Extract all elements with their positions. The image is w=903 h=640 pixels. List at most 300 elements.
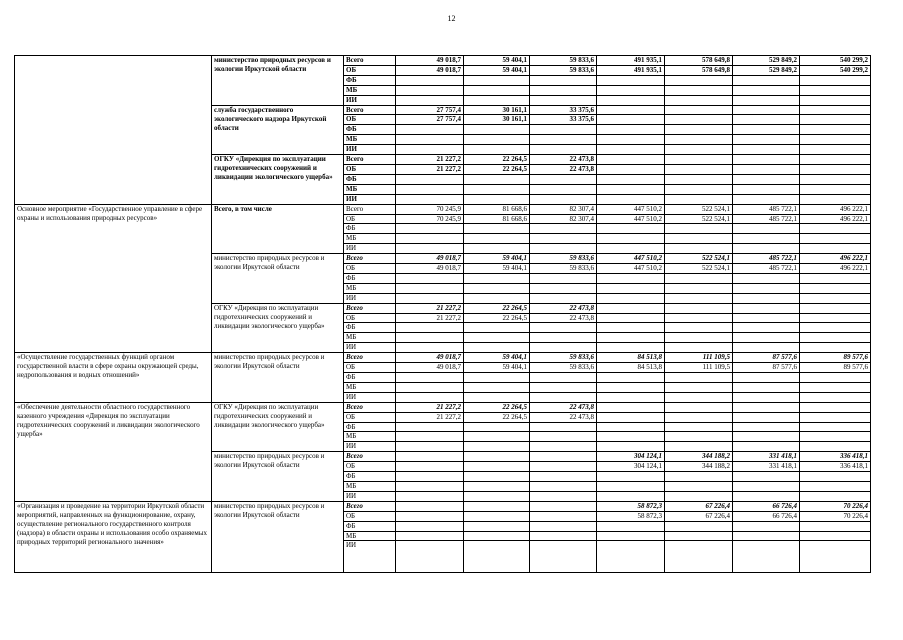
amount-cell <box>733 75 800 85</box>
executor-cell: министерство природных ресурсов и экологии Иркутской области <box>212 452 344 502</box>
funding-source-cell: ФБ <box>344 323 396 333</box>
funding-source-cell: ИИ <box>344 442 396 452</box>
amount-cell <box>665 85 733 95</box>
funding-source-cell: ОБ <box>344 214 396 224</box>
funding-source-cell: Всего <box>344 254 396 264</box>
amount-cell <box>597 135 665 145</box>
amount-cell <box>396 432 464 442</box>
executor-cell: министерство природных ресурсов и экологии Иркутской области <box>212 353 344 403</box>
amount-cell: 59 833,6 <box>530 254 597 264</box>
amount-cell <box>464 145 530 155</box>
amount-cell <box>396 323 464 333</box>
funding-source-cell: Всего <box>344 204 396 214</box>
amount-cell: 81 668,6 <box>464 204 530 214</box>
amount-cell <box>733 174 800 184</box>
amount-cell <box>733 145 800 155</box>
amount-cell <box>665 273 733 283</box>
amount-cell <box>396 501 464 511</box>
amount-cell <box>464 95 530 105</box>
amount-cell: 67 226,4 <box>665 501 733 511</box>
amount-cell <box>665 234 733 244</box>
executor-cell: служба государственного экологического надзора Иркутской области <box>212 105 344 155</box>
amount-cell <box>800 521 871 531</box>
amount-cell <box>800 333 871 343</box>
amount-cell <box>800 323 871 333</box>
amount-cell <box>800 442 871 452</box>
amount-cell <box>665 531 733 541</box>
amount-cell: 70 226,4 <box>800 511 871 521</box>
amount-cell: 21 227,2 <box>396 303 464 313</box>
amount-cell <box>396 481 464 491</box>
amount-cell: 578 649,8 <box>665 56 733 66</box>
amount-cell <box>800 125 871 135</box>
amount-cell <box>396 85 464 95</box>
amount-cell <box>530 511 597 521</box>
amount-cell <box>530 491 597 501</box>
funding-source-cell: МБ <box>344 184 396 194</box>
funding-source-cell: МБ <box>344 481 396 491</box>
amount-cell <box>665 75 733 85</box>
amount-cell <box>733 244 800 254</box>
amount-cell <box>530 382 597 392</box>
event-name-cell: «Обеспечение деятельности областного государственного казенного учреждения «Дирекция по эксплуатации гидротехнических сооружений и ликвидации экологического ущерба» <box>15 402 212 501</box>
amount-cell <box>597 194 665 204</box>
funding-source-cell: ОБ <box>344 313 396 323</box>
amount-cell: 447 510,2 <box>597 214 665 224</box>
amount-cell <box>396 511 464 521</box>
amount-cell: 111 109,5 <box>665 363 733 373</box>
amount-cell <box>597 392 665 402</box>
amount-cell <box>665 125 733 135</box>
amount-cell <box>464 472 530 482</box>
amount-cell <box>396 382 464 392</box>
amount-cell <box>733 85 800 95</box>
amount-cell <box>733 412 800 422</box>
amount-cell: 491 935,1 <box>597 65 665 75</box>
amount-cell <box>464 125 530 135</box>
amount-cell <box>733 343 800 353</box>
amount-cell <box>800 224 871 234</box>
amount-cell <box>665 194 733 204</box>
amount-cell <box>597 164 665 174</box>
amount-cell: 33 375,6 <box>530 105 597 115</box>
amount-cell <box>665 164 733 174</box>
amount-cell <box>733 392 800 402</box>
amount-cell <box>597 402 665 412</box>
amount-cell: 485 722,1 <box>733 254 800 264</box>
amount-cell <box>597 115 665 125</box>
amount-cell: 49 018,7 <box>396 56 464 66</box>
funding-source-cell: ИИ <box>344 541 396 573</box>
amount-cell: 59 404,1 <box>464 353 530 363</box>
amount-cell: 84 513,8 <box>597 353 665 363</box>
amount-cell <box>800 422 871 432</box>
amount-cell <box>396 541 464 573</box>
amount-cell <box>597 323 665 333</box>
amount-cell <box>396 392 464 402</box>
funding-source-cell: ИИ <box>344 145 396 155</box>
amount-cell <box>464 481 530 491</box>
amount-cell <box>665 442 733 452</box>
amount-cell <box>464 75 530 85</box>
amount-cell: 485 722,1 <box>733 204 800 214</box>
amount-cell: 22 473,8 <box>530 412 597 422</box>
amount-cell <box>800 105 871 115</box>
amount-cell: 89 577,6 <box>800 363 871 373</box>
amount-cell <box>530 293 597 303</box>
amount-cell <box>597 105 665 115</box>
amount-cell <box>665 184 733 194</box>
page-number: 12 <box>447 14 456 23</box>
amount-cell <box>530 432 597 442</box>
amount-cell <box>396 75 464 85</box>
amount-cell <box>800 194 871 204</box>
amount-cell <box>733 184 800 194</box>
funding-source-cell: ФБ <box>344 373 396 383</box>
amount-cell <box>396 125 464 135</box>
amount-cell: 304 124,1 <box>597 462 665 472</box>
funding-source-cell: ИИ <box>344 343 396 353</box>
amount-cell: 30 161,1 <box>464 115 530 125</box>
amount-cell: 111 109,5 <box>665 353 733 363</box>
amount-cell <box>396 135 464 145</box>
table-row <box>15 204 871 214</box>
amount-cell <box>396 234 464 244</box>
amount-cell <box>733 234 800 244</box>
amount-cell <box>800 85 871 95</box>
amount-cell <box>464 462 530 472</box>
amount-cell: 66 726,4 <box>733 501 800 511</box>
amount-cell: 529 849,2 <box>733 56 800 66</box>
amount-cell: 336 418,1 <box>800 462 871 472</box>
amount-cell <box>396 531 464 541</box>
amount-cell <box>733 323 800 333</box>
amount-cell: 21 227,2 <box>396 164 464 174</box>
amount-cell <box>665 541 733 573</box>
amount-cell: 49 018,7 <box>396 363 464 373</box>
amount-cell: 58 872,3 <box>597 511 665 521</box>
amount-cell <box>530 531 597 541</box>
amount-cell: 59 404,1 <box>464 56 530 66</box>
amount-cell <box>530 472 597 482</box>
amount-cell: 81 668,6 <box>464 214 530 224</box>
amount-cell <box>665 105 733 115</box>
amount-cell <box>530 422 597 432</box>
amount-cell <box>464 521 530 531</box>
amount-cell <box>800 303 871 313</box>
amount-cell: 491 935,1 <box>597 56 665 66</box>
table-row <box>15 402 871 412</box>
amount-cell <box>464 511 530 521</box>
amount-cell <box>530 184 597 194</box>
funding-source-cell: ФБ <box>344 422 396 432</box>
amount-cell <box>597 531 665 541</box>
amount-cell <box>665 303 733 313</box>
funding-source-cell: ФБ <box>344 521 396 531</box>
amount-cell <box>733 472 800 482</box>
executor-cell: министерство природных ресурсов и экологии Иркутской области <box>212 501 344 573</box>
amount-cell: 522 524,1 <box>665 214 733 224</box>
amount-cell: 22 264,5 <box>464 303 530 313</box>
amount-cell <box>665 135 733 145</box>
amount-cell <box>665 174 733 184</box>
amount-cell <box>733 333 800 343</box>
amount-cell <box>597 95 665 105</box>
amount-cell <box>597 491 665 501</box>
amount-cell: 331 418,1 <box>733 462 800 472</box>
funding-source-cell: ОБ <box>344 65 396 75</box>
amount-cell <box>665 392 733 402</box>
amount-cell <box>597 432 665 442</box>
amount-cell <box>800 373 871 383</box>
amount-cell <box>396 472 464 482</box>
amount-cell: 22 473,8 <box>530 155 597 165</box>
amount-cell <box>665 373 733 383</box>
amount-cell <box>464 85 530 95</box>
amount-cell <box>597 333 665 343</box>
amount-cell <box>464 501 530 511</box>
funding-source-cell: ОБ <box>344 511 396 521</box>
amount-cell <box>396 293 464 303</box>
amount-cell <box>396 521 464 531</box>
amount-cell: 70 226,4 <box>800 501 871 511</box>
amount-cell <box>665 244 733 254</box>
funding-source-cell: МБ <box>344 234 396 244</box>
amount-cell: 89 577,6 <box>800 353 871 363</box>
amount-cell <box>665 323 733 333</box>
amount-cell <box>665 402 733 412</box>
amount-cell <box>800 95 871 105</box>
amount-cell <box>464 382 530 392</box>
amount-cell <box>665 224 733 234</box>
amount-cell <box>530 501 597 511</box>
funding-source-cell: ОБ <box>344 363 396 373</box>
amount-cell: 87 577,6 <box>733 353 800 363</box>
amount-cell: 21 227,2 <box>396 313 464 323</box>
funding-source-cell: Всего <box>344 105 396 115</box>
funding-source-cell: Всего <box>344 353 396 363</box>
amount-cell <box>597 373 665 383</box>
funding-source-cell: ИИ <box>344 293 396 303</box>
amount-cell <box>530 333 597 343</box>
funding-source-cell: ОБ <box>344 164 396 174</box>
amount-cell <box>733 194 800 204</box>
amount-cell: 331 418,1 <box>733 452 800 462</box>
amount-cell <box>800 283 871 293</box>
amount-cell <box>464 422 530 432</box>
amount-cell <box>396 422 464 432</box>
amount-cell <box>800 145 871 155</box>
amount-cell <box>733 95 800 105</box>
amount-cell: 59 833,6 <box>530 264 597 274</box>
amount-cell <box>464 174 530 184</box>
amount-cell <box>530 125 597 135</box>
amount-cell <box>800 184 871 194</box>
funding-source-cell: МБ <box>344 283 396 293</box>
amount-cell <box>464 244 530 254</box>
amount-cell <box>733 105 800 115</box>
amount-cell <box>396 174 464 184</box>
amount-cell <box>800 244 871 254</box>
amount-cell: 59 404,1 <box>464 363 530 373</box>
funding-source-cell: ОБ <box>344 412 396 422</box>
amount-cell: 87 577,6 <box>733 363 800 373</box>
amount-cell <box>665 491 733 501</box>
budget-table <box>14 55 871 573</box>
executor-cell: ОГКУ «Дирекция по эксплуатации гидротехнических сооружений и ликвидации экологического ущерба» <box>212 303 344 353</box>
event-name-cell: «Осуществление государственных функций органом государственной власти в сфере охраны окружающей среды, недропользования и водных отношений» <box>15 353 212 403</box>
funding-source-cell: ФБ <box>344 75 396 85</box>
amount-cell <box>733 402 800 412</box>
amount-cell: 22 264,5 <box>464 313 530 323</box>
amount-cell <box>597 481 665 491</box>
executor-cell: ОГКУ «Дирекция по эксплуатации гидротехнических сооружений и ликвидации экологического ущерба» <box>212 155 344 205</box>
amount-cell <box>800 343 871 353</box>
amount-cell <box>396 462 464 472</box>
funding-source-cell: Всего <box>344 402 396 412</box>
amount-cell <box>464 541 530 573</box>
amount-cell <box>800 115 871 125</box>
amount-cell <box>800 75 871 85</box>
amount-cell <box>597 273 665 283</box>
amount-cell <box>800 293 871 303</box>
amount-cell <box>665 155 733 165</box>
amount-cell: 21 227,2 <box>396 402 464 412</box>
amount-cell: 30 161,1 <box>464 105 530 115</box>
amount-cell: 22 473,8 <box>530 313 597 323</box>
amount-cell <box>597 541 665 573</box>
amount-cell: 496 222,1 <box>800 254 871 264</box>
amount-cell <box>464 293 530 303</box>
amount-cell: 59 833,6 <box>530 56 597 66</box>
event-name-cell <box>15 56 212 205</box>
amount-cell <box>733 303 800 313</box>
funding-source-cell: ИИ <box>344 95 396 105</box>
amount-cell <box>597 174 665 184</box>
funding-source-cell: ОБ <box>344 264 396 274</box>
amount-cell <box>464 531 530 541</box>
amount-cell <box>800 234 871 244</box>
table-row <box>15 353 871 363</box>
amount-cell <box>464 224 530 234</box>
amount-cell <box>464 343 530 353</box>
amount-cell: 82 307,4 <box>530 204 597 214</box>
event-name-cell: «Организация и проведение на территории Иркутской области мероприятий, направленных на функционирование, охрану, осуществление регионального государственного контроля (надзора) в области охраны и использования особо охраняемых природных территорий регионального значения» <box>15 501 212 573</box>
amount-cell <box>597 125 665 135</box>
executor-cell: министерство природных ресурсов и экологии Иркутской области <box>212 254 344 304</box>
funding-source-cell: ИИ <box>344 392 396 402</box>
amount-cell: 496 222,1 <box>800 204 871 214</box>
amount-cell <box>733 125 800 135</box>
table-row <box>15 56 871 66</box>
amount-cell: 59 833,6 <box>530 65 597 75</box>
amount-cell <box>665 412 733 422</box>
amount-cell: 66 726,4 <box>733 511 800 521</box>
amount-cell <box>597 472 665 482</box>
amount-cell <box>733 432 800 442</box>
amount-cell <box>800 313 871 323</box>
amount-cell <box>530 481 597 491</box>
amount-cell <box>396 442 464 452</box>
funding-source-cell: МБ <box>344 382 396 392</box>
amount-cell <box>597 293 665 303</box>
amount-cell <box>597 85 665 95</box>
amount-cell <box>665 481 733 491</box>
executor-cell: ОГКУ «Дирекция по эксплуатации гидротехнических сооружений и ликвидации экологического ущерба» <box>212 402 344 452</box>
amount-cell <box>597 184 665 194</box>
amount-cell <box>464 432 530 442</box>
amount-cell: 540 299,2 <box>800 65 871 75</box>
amount-cell <box>464 283 530 293</box>
funding-source-cell: МБ <box>344 135 396 145</box>
amount-cell <box>396 452 464 462</box>
amount-cell: 49 018,7 <box>396 254 464 264</box>
amount-cell <box>396 343 464 353</box>
amount-cell <box>800 164 871 174</box>
amount-cell <box>464 333 530 343</box>
amount-cell <box>597 145 665 155</box>
amount-cell: 522 524,1 <box>665 204 733 214</box>
amount-cell: 70 245,9 <box>396 214 464 224</box>
amount-cell: 59 833,6 <box>530 353 597 363</box>
amount-cell <box>733 531 800 541</box>
amount-cell <box>530 174 597 184</box>
funding-source-cell: Всего <box>344 501 396 511</box>
funding-source-cell: МБ <box>344 432 396 442</box>
amount-cell: 82 307,4 <box>530 214 597 224</box>
amount-cell <box>530 373 597 383</box>
amount-cell: 447 510,2 <box>597 264 665 274</box>
amount-cell <box>530 234 597 244</box>
amount-cell: 344 188,2 <box>665 452 733 462</box>
amount-cell: 336 418,1 <box>800 452 871 462</box>
amount-cell <box>733 164 800 174</box>
amount-cell <box>733 442 800 452</box>
amount-cell <box>597 155 665 165</box>
amount-cell <box>530 244 597 254</box>
funding-source-cell: ФБ <box>344 273 396 283</box>
funding-source-cell: Всего <box>344 155 396 165</box>
funding-source-cell: Всего <box>344 303 396 313</box>
amount-cell <box>396 273 464 283</box>
amount-cell <box>665 521 733 531</box>
amount-cell <box>530 135 597 145</box>
amount-cell <box>597 382 665 392</box>
amount-cell <box>597 234 665 244</box>
amount-cell <box>464 184 530 194</box>
amount-cell <box>800 135 871 145</box>
amount-cell: 59 404,1 <box>464 65 530 75</box>
amount-cell: 59 833,6 <box>530 363 597 373</box>
amount-cell <box>597 412 665 422</box>
amount-cell <box>597 283 665 293</box>
amount-cell <box>800 155 871 165</box>
amount-cell <box>396 491 464 501</box>
amount-cell <box>800 481 871 491</box>
amount-cell <box>665 432 733 442</box>
amount-cell: 22 264,5 <box>464 402 530 412</box>
funding-source-cell: ФБ <box>344 472 396 482</box>
amount-cell <box>597 313 665 323</box>
amount-cell <box>530 85 597 95</box>
amount-cell <box>530 194 597 204</box>
amount-cell <box>800 541 871 573</box>
funding-source-cell: МБ <box>344 531 396 541</box>
amount-cell: 540 299,2 <box>800 56 871 66</box>
amount-cell <box>396 194 464 204</box>
amount-cell <box>530 95 597 105</box>
amount-cell <box>800 531 871 541</box>
